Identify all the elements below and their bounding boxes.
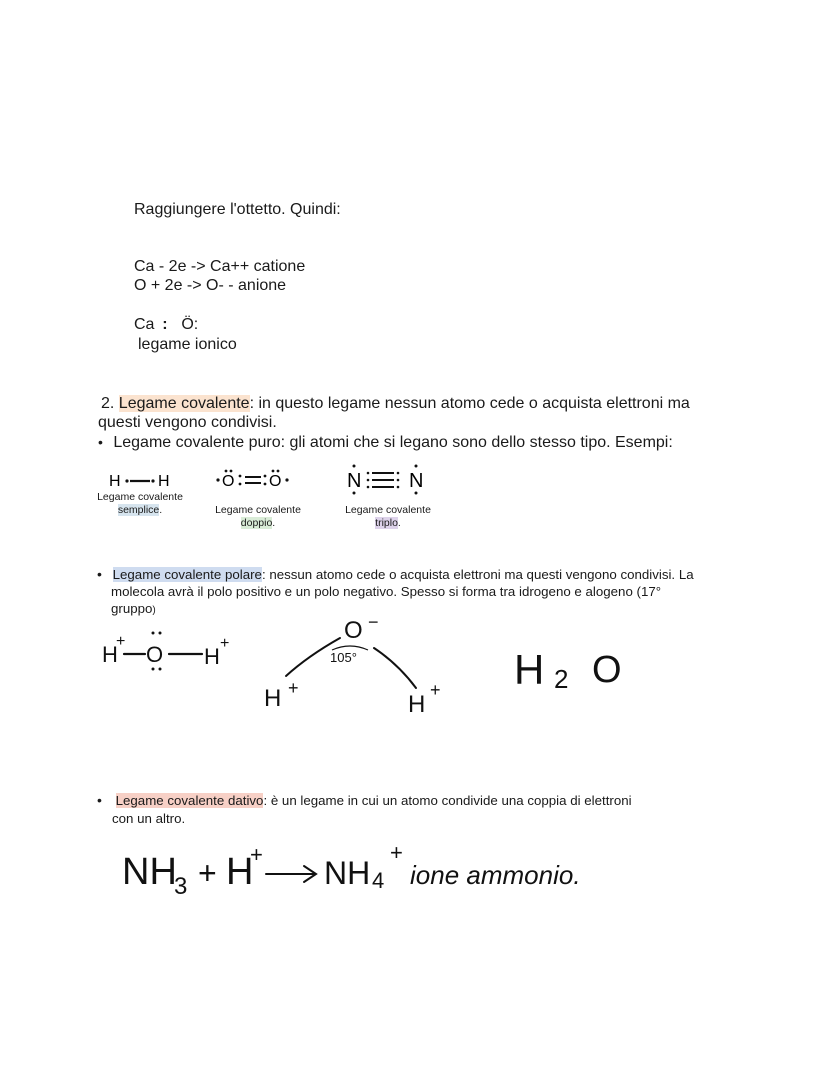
h2o-h: H (514, 646, 545, 693)
polar-line3 (111, 600, 156, 619)
caption-double (212, 504, 304, 530)
ionic-label: legame ionico (138, 336, 237, 353)
pure-covalent-line (98, 433, 673, 452)
polar-line1 (97, 566, 694, 583)
h2o-sub: 2 (554, 664, 569, 694)
h2o-o: O (592, 649, 622, 691)
geo-h-right: H (408, 691, 426, 718)
geo-o: O (344, 617, 363, 644)
ionic-equation-cation: Ca - 2e -> Ca++ catione (134, 258, 306, 275)
lewis-h-right: H (158, 473, 170, 490)
dative-title-highlight: Legame covalente dativo (115, 793, 264, 808)
lewis-o2-diagram (212, 466, 292, 492)
geo-plus-left: + (288, 678, 299, 698)
hand-o-center: O (146, 642, 164, 667)
hand-h-right: H (204, 644, 220, 669)
caption-single-text: Legame covalente (97, 491, 183, 503)
lewis-o-left: O (222, 473, 235, 490)
heading-rest: : in questo legame nessun atomo cede o acquista elettroni ma (249, 395, 690, 412)
polar-line3-text: gruppo (111, 601, 153, 616)
reaction-h-plus: + (250, 842, 263, 867)
pure-covalent-text: Legame covalente puro: gli atomi che si legano sono dello stesso tipo. Esempi: (113, 434, 673, 451)
lewis-h-left: H (109, 473, 121, 490)
reaction-ion-label: ione ammonio. (410, 860, 581, 890)
caption-double-type: doppio (240, 517, 273, 529)
caption-single-end: . (159, 504, 163, 516)
handwritten-water-geometry (258, 612, 458, 722)
lewis-h2-diagram (106, 468, 176, 492)
polar-rest: : nessun atomo cede o acquista elettroni ma questi vengono condivisi. La (261, 567, 694, 582)
lewis-ca: Ca (134, 316, 155, 333)
caption-double-end: . (272, 517, 276, 529)
caption-triple (342, 504, 434, 530)
handwritten-h2o (510, 638, 630, 694)
reaction-sub3: 3 (174, 873, 188, 900)
reaction-h: H (226, 851, 254, 893)
heading-number: 2. (101, 395, 115, 412)
handwritten-ammonium-reaction (118, 838, 638, 900)
geo-h-left: H (264, 685, 282, 712)
polar-title-highlight: Legame covalente polare (112, 567, 262, 582)
polar-line2: molecola avrà il polo positivo e un polo negativo. Spesso si forma tra idrogeno e alogeno (17° (111, 584, 662, 599)
hand-plus-right: + (220, 635, 230, 652)
lewis-o: Ö: (181, 316, 199, 333)
reaction-nh4-plus: + (390, 840, 403, 865)
lewis-n-right: N (409, 470, 424, 492)
lewis-n2-diagram (342, 462, 434, 496)
reaction-nh3: NH (122, 851, 177, 893)
covalent-heading (101, 394, 690, 413)
reaction-plus: + (198, 855, 217, 891)
dative-rest: : è un legame in cui un atomo condivide una coppia di elettroni (263, 793, 632, 808)
lewis-n-left: N (347, 470, 362, 492)
covalent-heading-line2: questi vengono condivisi. (98, 414, 277, 431)
reaction-sub4: 4 (372, 868, 385, 893)
geo-angle: 105° (330, 650, 357, 665)
handwritten-water-lewis (98, 624, 248, 674)
bullet: • (97, 792, 102, 808)
bullet: • (98, 434, 103, 450)
lewis-o-right: O (269, 473, 282, 490)
caption-triple-end: . (397, 517, 401, 529)
geo-minus: − (368, 612, 379, 632)
dative-line1 (97, 792, 632, 809)
hand-plus-left: + (116, 633, 126, 650)
heading-title-highlight: Legame covalente (118, 395, 250, 412)
lewis-ionic-structure (134, 315, 198, 334)
caption-triple-text: Legame covalente (345, 504, 431, 516)
polar-line3-end: ) (152, 605, 156, 616)
bullet: • (97, 566, 102, 582)
intro-line: Raggiungere l'ottetto. Quindi: (134, 201, 341, 218)
ionic-equation-anion: O + 2e -> O- - anione (134, 277, 287, 294)
caption-triple-type: triplo (375, 517, 398, 529)
caption-single-type: semplice (117, 504, 160, 516)
dative-line2: con un altro. (112, 811, 186, 826)
lewis-colon: : (162, 316, 168, 333)
hand-h-left: H (102, 642, 118, 667)
reaction-nh4: NH (324, 855, 371, 891)
caption-double-text: Legame covalente (215, 504, 301, 516)
caption-single (96, 491, 184, 517)
geo-plus-right: + (430, 680, 441, 700)
